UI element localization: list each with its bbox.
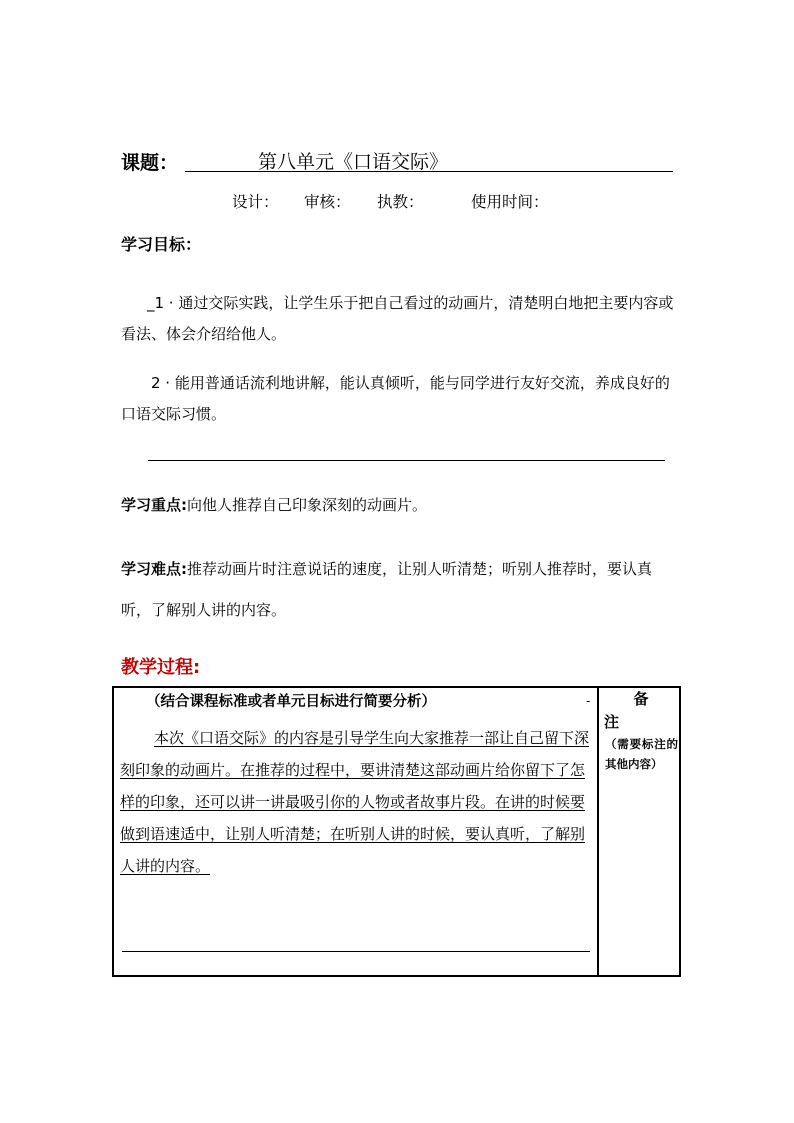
process-heading: 教学过程: <box>121 657 201 678</box>
teacher-label: 执教： <box>377 193 424 211</box>
focus-text: 向他人推荐自己印象深刻的动画片。 <box>187 496 428 514</box>
meta-row <box>232 190 549 212</box>
difficulty-text: 推荐动画片时注意说话的速度，让别人听清楚；听别人推荐时，要认真听，了解别人讲的内容。 <box>121 560 653 619</box>
blank-line <box>122 951 590 952</box>
page-title: 第八单元《口语交际》 <box>258 151 449 173</box>
title-label: 课题： <box>121 152 179 174</box>
remarks-title-1: 备 <box>633 690 649 708</box>
remarks-title-2: 注 <box>604 713 620 731</box>
goal-item-1: _1 · 通过交际实践，让学生乐于把自己看过的动画片，清楚明白地把主要内容或看法、体会介绍给他人。 <box>121 294 674 343</box>
remarks-title <box>602 688 680 734</box>
goal-item-2: 2 · 能用普通话流利地讲解，能认真倾听，能与同学进行友好交流，养成良好的口语交际习惯。 <box>121 374 670 423</box>
design-label: 设计： <box>232 193 279 211</box>
study-difficulty <box>121 549 676 631</box>
remarks-note: （需要标注的其他内容） <box>605 737 678 771</box>
separator-line <box>148 460 665 461</box>
focus-label: 学习重点: <box>121 496 187 514</box>
goals-heading: 学习目标： <box>121 235 202 254</box>
corner-mark: - <box>586 694 591 708</box>
time-label: 使用时间： <box>471 193 549 211</box>
analysis-text <box>120 722 590 882</box>
table-subtitle: （结合课程标准或者单元目标进行简要分析） <box>146 694 436 710</box>
analysis-content: 本次《口语交际》的内容是引导学生向大家推荐一部让自己留下深刻印象的动画片。在推荐的过程中，要讲清楚这部动画片给你留下了怎样的印象，还可以讲一讲最吸引你的人物或者故事片段。在讲的时候要做到语速适中，让别人听清楚；在听别人讲的时候，要认真听，了解别人讲的内容。 <box>120 729 590 875</box>
table-divider <box>597 688 599 975</box>
difficulty-label: 学习难点: <box>121 560 187 578</box>
study-focus <box>121 490 676 521</box>
review-label: 审核： <box>304 193 351 211</box>
process-table <box>112 686 681 977</box>
